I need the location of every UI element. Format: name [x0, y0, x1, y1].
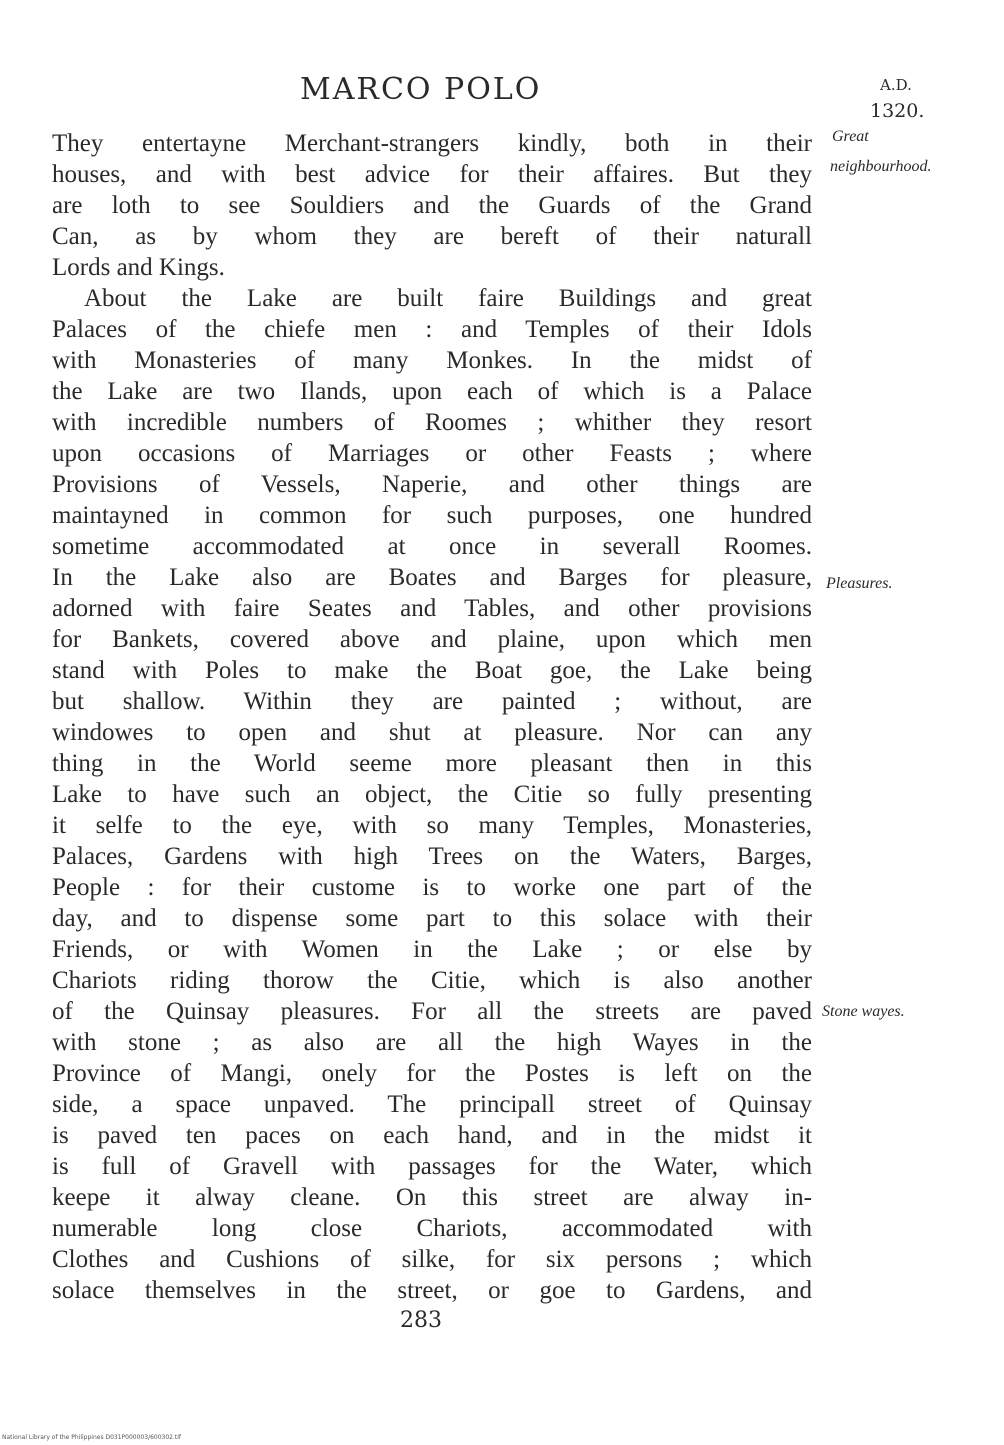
text-line: numerable long close Chariots, accommodated with: [52, 1215, 812, 1242]
text-line: is paved ten paces on each hand, and in the midst it: [52, 1122, 812, 1149]
text-line: but shallow. Within they are painted ; without, are: [52, 688, 812, 715]
text-line: Palaces, Gardens with high Trees on the Waters, Barges,: [52, 843, 812, 870]
margin-note-pleasures: Pleasures.: [826, 575, 893, 592]
text-line: the Lake are two Ilands, upon each of which is a Palace: [52, 378, 812, 405]
text-line: Clothes and Cushions of silke, for six persons ; which: [52, 1246, 812, 1273]
text-line: Lords and Kings.: [52, 254, 225, 281]
text-line: thing in the World seeme more pleasant then in this: [52, 750, 812, 777]
text-line: maintayned in common for such purposes, one hundred: [52, 502, 812, 529]
year-value: 1320.: [870, 100, 925, 122]
running-title: MARCO POLO: [300, 72, 542, 107]
scan-credit: National Library of the Philippines D031P000003/600302.tif: [2, 1434, 182, 1441]
text-line: Provisions of Vessels, Naperie, and other things are: [52, 471, 812, 498]
margin-note-stone-wayes: Stone wayes.: [822, 1003, 905, 1020]
text-line: stand with Poles to make the Boat goe, the Lake being: [52, 657, 812, 684]
text-line: is full of Gravell with passages for the Water, which: [52, 1153, 812, 1180]
text-line: it selfe to the eye, with so many Temples, Monasteries,: [52, 812, 812, 839]
text-line: Lake to have such an object, the Citie so fully presenting: [52, 781, 812, 808]
text-line: Can, as by whom they are bereft of their naturall: [52, 223, 812, 250]
page-number: 283: [400, 1308, 442, 1333]
year-label: A.D.: [880, 76, 912, 94]
text-line: with Monasteries of many Monkes. In the midst of: [52, 347, 812, 374]
text-line: are loth to see Souldiers and the Guards of the Grand: [52, 192, 812, 219]
text-line: windowes to open and shut at pleasure. Nor can any: [52, 719, 812, 746]
text-line: with incredible numbers of Roomes ; whither they resort: [52, 409, 812, 436]
text-line: side, a space unpaved. The principall street of Quinsay: [52, 1091, 812, 1118]
text-line: adorned with faire Seates and Tables, and other provisions: [52, 595, 812, 622]
text-line: Friends, or with Women in the Lake ; or else by: [52, 936, 812, 963]
margin-note-neighbourhood: neighbourhood.: [830, 158, 932, 175]
text-line: In the Lake also are Boates and Barges for pleasure,: [52, 564, 812, 591]
text-line: upon occasions of Marriages or other Feasts ; where: [52, 440, 812, 467]
text-line: About the Lake are built faire Buildings and great: [84, 285, 812, 312]
text-line: They entertayne Merchant-strangers kindly, both in their: [52, 130, 812, 157]
text-line: Palaces of the chiefe men : and Temples of their Idols: [52, 316, 812, 343]
text-line: for Bankets, covered above and plaine, upon which men: [52, 626, 812, 653]
paragraph-1: [52, 128, 812, 283]
text-line: of the Quinsay pleasures. For all the streets are paved: [52, 998, 812, 1025]
text-line: Chariots riding thorow the Citie, which is also another: [52, 967, 812, 994]
text-line: sometime accommodated at once in severall Roomes.: [52, 533, 812, 560]
text-line: day, and to dispense some part to this solace with their: [52, 905, 812, 932]
text-line: People : for their custome is to worke one part of the: [52, 874, 812, 901]
text-line: keepe it alway cleane. On this street are alway in-: [52, 1184, 812, 1211]
text-line: Province of Mangi, onely for the Postes is left on the: [52, 1060, 812, 1087]
text-line: with stone ; as also are all the high Wayes in the: [52, 1029, 812, 1056]
paragraph-2: [52, 283, 812, 1306]
margin-note-great: Great: [832, 128, 869, 145]
text-line: solace themselves in the street, or goe to Gardens, and: [52, 1277, 812, 1304]
body-text: [52, 128, 812, 1306]
text-line: houses, and with best advice for their affaires. But they: [52, 161, 812, 188]
